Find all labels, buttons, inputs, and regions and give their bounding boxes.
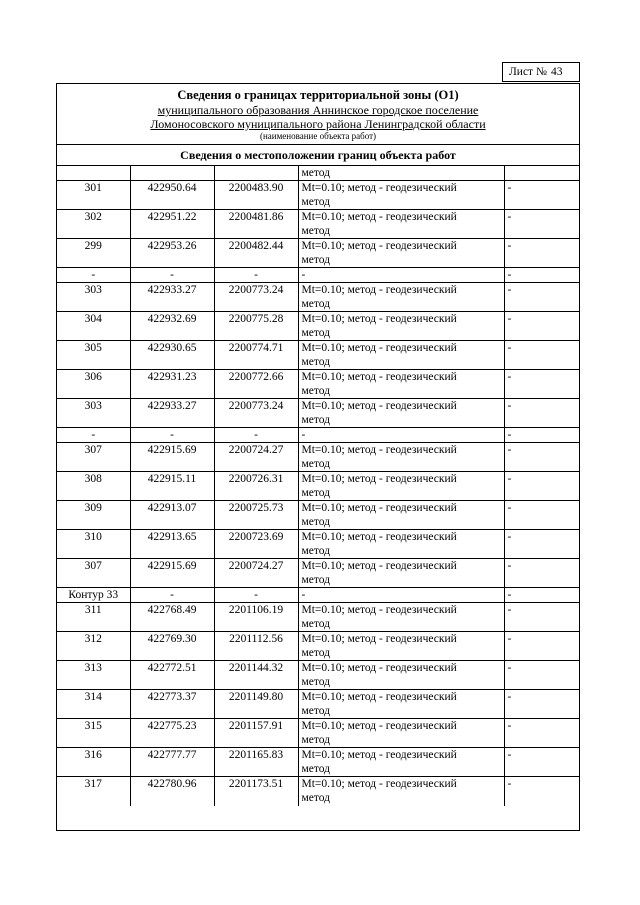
point-number-cell: - (57, 268, 130, 283)
method-line: Mt=0.10; метод - геодезический (301, 211, 457, 223)
point-number-cell: 307 (57, 443, 130, 472)
method-line: Mt=0.10; метод - геодезический (301, 633, 457, 645)
note-cell: - (504, 559, 579, 588)
method-line-continued: метод (301, 705, 331, 717)
method-cell (298, 777, 504, 806)
y-coordinate-cell: 2201165.83 (214, 748, 298, 777)
method-line-continued: метод (301, 574, 331, 586)
method-line: Mt=0.10; метод - геодезический (301, 749, 457, 761)
table-row (57, 239, 579, 268)
note-cell: - (504, 428, 579, 443)
x-coordinate-cell: 422780.96 (130, 777, 214, 806)
y-coordinate-cell: 2201157.91 (214, 719, 298, 748)
method-line: Mt=0.10; метод - геодезический (301, 662, 457, 674)
note-cell: - (504, 370, 579, 399)
method-line: Mt=0.10; метод - геодезический (301, 400, 457, 412)
method-line: Mt=0.10; метод - геодезический (301, 240, 457, 252)
note-cell (504, 166, 579, 181)
y-coordinate-cell: 2201112.56 (214, 632, 298, 661)
y-coordinate-cell: 2200773.24 (214, 399, 298, 428)
note-cell: - (504, 501, 579, 530)
table-row (57, 283, 579, 312)
y-coordinate-cell (214, 166, 298, 181)
x-coordinate-cell: 422953.26 (130, 239, 214, 268)
point-number-cell: - (57, 428, 130, 443)
point-number-cell: Контур 33 (57, 588, 130, 603)
point-number-cell: 299 (57, 239, 130, 268)
x-coordinate-cell: 422915.69 (130, 443, 214, 472)
x-coordinate-cell: 422933.27 (130, 399, 214, 428)
section-title: Сведения о местоположении границ объекта работ (57, 145, 579, 166)
table-row (57, 588, 579, 603)
y-coordinate-cell: 2200775.28 (214, 312, 298, 341)
x-coordinate-cell: 422772.51 (130, 661, 214, 690)
table-row (57, 603, 579, 632)
point-number-cell: 317 (57, 777, 130, 806)
note-cell: - (504, 719, 579, 748)
sheet-label: Лист № (509, 66, 547, 78)
point-number-cell: 303 (57, 283, 130, 312)
table-row (57, 690, 579, 719)
method-line-continued: метод (301, 487, 331, 499)
method-line: Mt=0.10; метод - геодезический (301, 778, 457, 790)
point-number-cell: 316 (57, 748, 130, 777)
y-coordinate-cell: 2200773.24 (214, 283, 298, 312)
y-coordinate-cell: 2200772.66 (214, 370, 298, 399)
note-cell: - (504, 588, 579, 603)
note-cell: - (504, 341, 579, 370)
y-coordinate-cell: 2200723.69 (214, 530, 298, 559)
note-cell: - (504, 312, 579, 341)
table-row (57, 748, 579, 777)
method-cell: - (298, 428, 504, 443)
x-coordinate-cell (130, 166, 214, 181)
note-cell: - (504, 210, 579, 239)
method-line: Mt=0.10; метод - геодезический (301, 444, 457, 456)
table-row (57, 719, 579, 748)
point-number-cell: 303 (57, 399, 130, 428)
point-number-cell: 308 (57, 472, 130, 501)
point-number-cell: 310 (57, 530, 130, 559)
table-row (57, 268, 579, 283)
y-coordinate-cell: - (214, 268, 298, 283)
table-row (57, 210, 579, 239)
method-line-continued: метод (301, 516, 331, 528)
table-row (57, 428, 579, 443)
x-coordinate-cell: - (130, 268, 214, 283)
table-row (57, 501, 579, 530)
note-cell: - (504, 181, 579, 210)
point-number-cell: 314 (57, 690, 130, 719)
x-coordinate-cell: 422951.22 (130, 210, 214, 239)
object-note: (наименование объекта работ) (259, 131, 377, 141)
district-line: Ломоносовского муниципального района Ленинградской области (150, 117, 486, 131)
x-coordinate-cell: 422913.07 (130, 501, 214, 530)
method-line-continued: метод (301, 545, 331, 557)
method-cell (298, 239, 504, 268)
note-cell: - (504, 603, 579, 632)
point-number-cell: 311 (57, 603, 130, 632)
x-coordinate-cell: - (130, 428, 214, 443)
note-cell: - (504, 472, 579, 501)
method-line-continued: метод (301, 327, 331, 339)
note-cell: - (504, 399, 579, 428)
method-line-continued: метод (301, 298, 331, 310)
table-row (57, 370, 579, 399)
y-coordinate-cell: 2200725.73 (214, 501, 298, 530)
y-coordinate-cell: - (214, 588, 298, 603)
method-line-continued: метод (301, 676, 331, 688)
note-cell: - (507, 778, 512, 790)
table-row (57, 399, 579, 428)
note-cell: - (504, 530, 579, 559)
method-cell (298, 341, 504, 370)
x-coordinate-cell: 422775.23 (130, 719, 214, 748)
table-row (57, 559, 579, 588)
method-line: Mt=0.10; метод - геодезический (301, 560, 457, 572)
table-row (57, 530, 579, 559)
method-line-continued: метод (301, 647, 331, 659)
method-line: Mt=0.10; метод - геодезический (301, 604, 457, 616)
y-coordinate-cell: 2200481.86 (214, 210, 298, 239)
point-number-cell: 315 (57, 719, 130, 748)
method-cell (298, 559, 504, 588)
method-cell (298, 472, 504, 501)
document-title: Сведения о границах территориальной зоны (О1) (177, 88, 459, 102)
x-coordinate-cell: 422773.37 (130, 690, 214, 719)
x-coordinate-cell: 422932.69 (130, 312, 214, 341)
table-row (57, 181, 579, 210)
point-number-cell: 304 (57, 312, 130, 341)
y-coordinate-cell: 2200482.44 (214, 239, 298, 268)
x-coordinate-cell: 422777.77 (130, 748, 214, 777)
point-number-cell: 302 (57, 210, 130, 239)
note-cell: - (504, 661, 579, 690)
method-line-continued: метод (301, 254, 331, 266)
method-line-continued: метод (301, 356, 331, 368)
y-coordinate-cell: 2201149.80 (214, 690, 298, 719)
method-line: Mt=0.10; метод - геодезический (301, 473, 457, 485)
method-cell (298, 719, 504, 748)
method-line-continued: метод (301, 458, 331, 470)
x-coordinate-cell: 422915.69 (130, 559, 214, 588)
method-cell: метод (298, 166, 504, 181)
y-coordinate-cell: 2200724.27 (214, 443, 298, 472)
method-line: Mt=0.10; метод - геодезический (301, 691, 457, 703)
x-coordinate-cell: 422930.65 (130, 341, 214, 370)
y-coordinate-cell: - (214, 428, 298, 443)
sheet-number: 43 (550, 66, 563, 78)
x-coordinate-cell: 422931.23 (130, 370, 214, 399)
table-row (57, 472, 579, 501)
method-cell (298, 632, 504, 661)
table-row (57, 661, 579, 690)
note-cell: - (504, 239, 579, 268)
method-line: Mt=0.10; метод - геодезический (301, 313, 457, 325)
method-cell (298, 661, 504, 690)
table-row (57, 632, 579, 661)
municipality-line: муниципального образования Аннинское городское поселение (157, 103, 479, 117)
method-line-continued: метод (301, 414, 331, 426)
method-cell (298, 690, 504, 719)
method-cell (298, 748, 504, 777)
document-frame (56, 83, 580, 831)
point-number-cell: 307 (57, 559, 130, 588)
sheet-number-box (502, 62, 580, 82)
method-cell (298, 210, 504, 239)
note-cell: - (504, 443, 579, 472)
method-cell (298, 501, 504, 530)
method-line: Mt=0.10; метод - геодезический (301, 284, 457, 296)
method-line-continued: метод (301, 734, 331, 746)
x-coordinate-cell: 422768.49 (130, 603, 214, 632)
method-line-continued: метод (301, 196, 331, 208)
y-coordinate-cell: 2201173.51 (214, 777, 298, 806)
coordinates-table (57, 166, 579, 806)
method-line-continued: метод (301, 763, 331, 775)
point-number-cell: 313 (57, 661, 130, 690)
x-coordinate-cell: 422950.64 (130, 181, 214, 210)
note-cell: - (504, 632, 579, 661)
method-line: Mt=0.10; метод - геодезический (301, 182, 457, 194)
method-line: Mt=0.10; метод - геодезический (301, 502, 457, 514)
point-number-cell: 309 (57, 501, 130, 530)
point-number-cell: 312 (57, 632, 130, 661)
y-coordinate-cell: 2200483.90 (214, 181, 298, 210)
method-cell (298, 181, 504, 210)
table-row (57, 312, 579, 341)
method-line: Mt=0.10; метод - геодезический (301, 342, 457, 354)
document-header (57, 84, 579, 145)
method-line: Mt=0.10; метод - геодезический (301, 371, 457, 383)
method-line-continued: метод (301, 792, 331, 804)
method-cell (298, 603, 504, 632)
method-cell (298, 443, 504, 472)
method-cell (298, 530, 504, 559)
point-number-cell: 306 (57, 370, 130, 399)
table-row (57, 443, 579, 472)
note-cell: - (504, 283, 579, 312)
method-cell (298, 370, 504, 399)
x-coordinate-cell: 422915.11 (130, 472, 214, 501)
point-number-cell (57, 166, 130, 181)
method-line: Mt=0.10; метод - геодезический (301, 531, 457, 543)
note-cell: - (504, 268, 579, 283)
method-cell (298, 399, 504, 428)
x-coordinate-cell: 422913.65 (130, 530, 214, 559)
method-line-continued: метод (301, 385, 331, 397)
y-coordinate-cell: 2201144.32 (214, 661, 298, 690)
point-number-cell: 301 (57, 181, 130, 210)
table-row (57, 341, 579, 370)
method-cell: - (298, 268, 504, 283)
method-cell (298, 312, 504, 341)
table-row (57, 166, 579, 181)
method-line-continued: метод (301, 618, 331, 630)
table-row (57, 777, 579, 806)
note-cell: - (504, 748, 579, 777)
method-line: Mt=0.10; метод - геодезический (301, 720, 457, 732)
x-coordinate-cell: 422769.30 (130, 632, 214, 661)
x-coordinate-cell: 422933.27 (130, 283, 214, 312)
y-coordinate-cell: 2200724.27 (214, 559, 298, 588)
method-cell: - (298, 588, 504, 603)
method-line-continued: метод (301, 225, 331, 237)
note-cell: - (504, 690, 579, 719)
y-coordinate-cell: 2201106.19 (214, 603, 298, 632)
method-cell (298, 283, 504, 312)
y-coordinate-cell: 2200726.31 (214, 472, 298, 501)
point-number-cell: 305 (57, 341, 130, 370)
x-coordinate-cell: - (130, 588, 214, 603)
y-coordinate-cell: 2200774.71 (214, 341, 298, 370)
